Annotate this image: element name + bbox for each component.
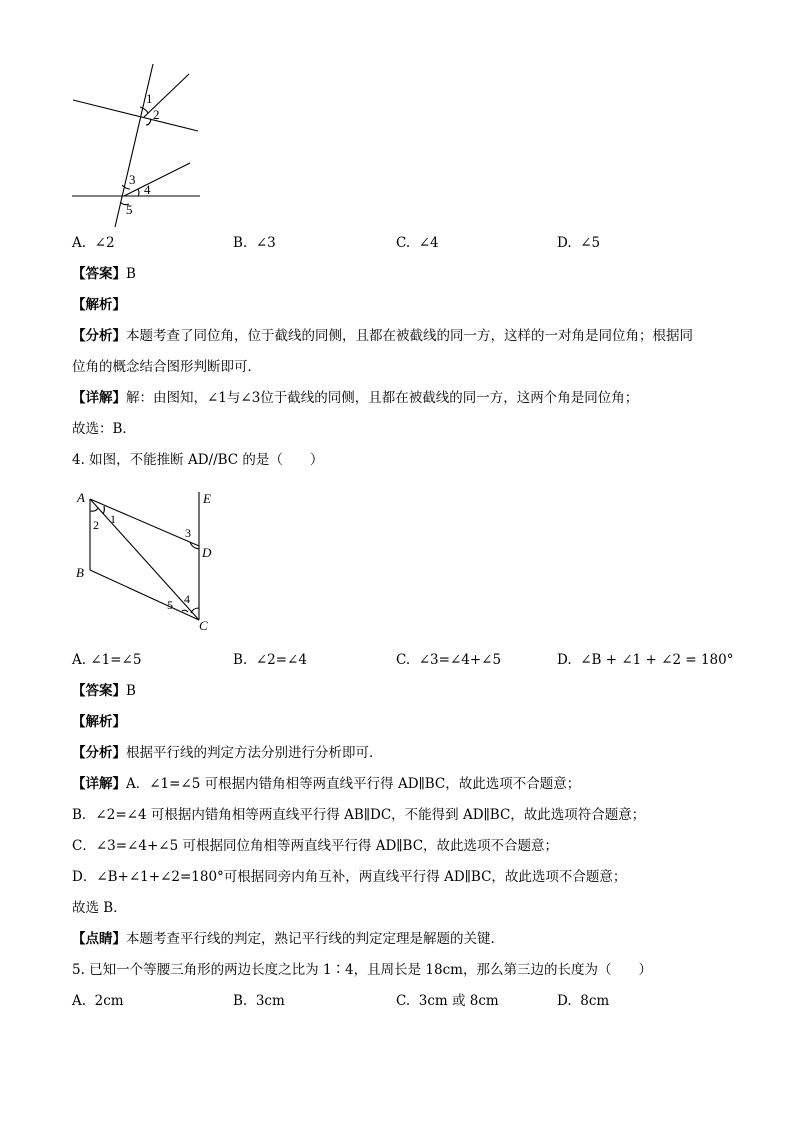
q3-fenxi-line1 <box>72 327 693 345</box>
q4-fenxi <box>72 744 383 762</box>
option-letter: B. <box>233 652 248 668</box>
angle-label-2: 2 <box>93 518 99 532</box>
q5-option-d <box>557 992 609 1010</box>
segment-BC <box>90 570 199 620</box>
fenxi-tag: 【分析】 <box>72 745 126 761</box>
option-text: 2cm <box>94 993 124 1009</box>
angle-label-1: 1 <box>146 91 153 106</box>
option-letter: D. <box>557 993 572 1009</box>
angle-label-5: 5 <box>126 202 133 217</box>
figure-quadrilateral-diagram <box>70 485 230 635</box>
option-text: ∠1=∠5 <box>90 652 142 668</box>
q5-stem: 5. 已知一个等腰三角形的两边长度之比为 1∶4，且周长是 18cm，那么第三边的长度为（ ） <box>72 962 652 978</box>
option-letter: C. <box>396 652 411 668</box>
analysis-tag: 【解析】 <box>72 297 126 313</box>
q4-detail-b: B．∠2=∠4 可根据内错角相等两直线平行得 AB∥DC，不能得到 AD∥BC，故此选项符合题意； <box>72 807 646 823</box>
xiangjie-text: 解：由图知，∠1与∠3位于截线的同侧，且都在被截线的同一方，这两个角是同位角； <box>126 390 639 406</box>
angle-label-4: 4 <box>144 182 151 197</box>
point-label-B: B <box>76 565 84 580</box>
q3-option-d <box>557 234 600 252</box>
q4-dianjing <box>72 930 504 948</box>
q3-conclusion: 故选：B． <box>72 421 136 437</box>
angle-label-4: 4 <box>184 592 190 606</box>
option-letter: A. <box>72 235 87 251</box>
angle-label-5: 5 <box>167 598 173 612</box>
answer-value: B <box>126 683 136 699</box>
fenxi-tag: 【分析】 <box>72 328 126 344</box>
answer-tag: 【答案】 <box>72 266 126 282</box>
q4-option-a <box>72 651 141 669</box>
option-text: ∠3 <box>255 235 276 251</box>
option-text: 3cm <box>255 993 285 1009</box>
option-text: 3cm 或 8cm <box>418 993 499 1009</box>
angle-label-3: 3 <box>129 172 136 187</box>
q3-option-a <box>72 234 115 252</box>
option-letter: C. <box>396 235 411 251</box>
point-label-A: A <box>77 490 85 505</box>
option-text: 8cm <box>580 993 610 1009</box>
q4-answer <box>72 682 136 700</box>
q5-option-a <box>72 992 124 1010</box>
xiangjie-tag: 【详解】 <box>72 390 126 406</box>
point-label-C: C <box>199 618 208 633</box>
answer-tag: 【答案】 <box>72 683 126 699</box>
option-letter: A. <box>72 652 87 668</box>
q4-xiangjie-a <box>72 775 580 793</box>
q5-option-c <box>396 992 499 1010</box>
upper-line <box>73 100 198 131</box>
fenxi-text: 根据平行线的判定方法分别进行分析即可． <box>126 745 383 761</box>
angle-label-3: 3 <box>185 526 191 540</box>
option-letter: B. <box>233 235 248 251</box>
q4-conclusion: 故选 B． <box>72 900 127 916</box>
q3-option-b <box>233 234 276 252</box>
fenxi-text: 本题考查了同位角，位于截线的同侧，且都在被截线的同一方，这样的一对角是同位角；根据同 <box>126 328 693 344</box>
q3-option-c <box>396 234 439 252</box>
point-label-E: E <box>203 491 211 506</box>
q3-analysis-heading <box>72 296 126 314</box>
answer-value: B <box>126 266 136 282</box>
angle-label-2: 2 <box>153 107 160 122</box>
option-text: ∠4 <box>418 235 439 251</box>
q5-option-b <box>233 992 285 1010</box>
angle-label-1: 1 <box>110 512 116 526</box>
option-text: ∠5 <box>580 235 601 251</box>
dianjing-text: 本题考查平行线的判定，熟记平行线的判定定理是解题的关键． <box>126 931 504 947</box>
option-letter: D. <box>557 235 572 251</box>
q4-option-b <box>233 651 307 669</box>
xiangjie-tag: 【详解】 <box>72 776 126 792</box>
dianjing-tag: 【点睛】 <box>72 931 126 947</box>
figure-angles-diagram <box>60 55 220 235</box>
option-text: ∠2=∠4 <box>255 652 307 668</box>
q4-detail-d: D．∠B+∠1+∠2=180°可根据同旁内角互补，两直线平行得 AD∥BC，故此选项不合题意； <box>72 869 627 885</box>
q3-fenxi-line2: 位角的概念结合图形判断即可． <box>72 359 261 375</box>
q4-detail-c: C．∠3=∠4+∠5 可根据同位角相等两直线平行得 AD∥BC，故此选项不合题意； <box>72 838 559 854</box>
option-letter: A. <box>72 993 87 1009</box>
q3-answer <box>72 265 136 283</box>
segment-AD <box>90 499 199 546</box>
q4-option-c <box>396 651 501 669</box>
q4-analysis-heading <box>72 713 126 731</box>
q3-xiangjie <box>72 389 638 407</box>
q4-option-d <box>557 651 733 669</box>
q4-stem: 4. 如图，不能推断 AD//BC 的是（ ） <box>72 452 324 468</box>
option-text: ∠2 <box>94 235 115 251</box>
analysis-tag: 【解析】 <box>72 714 126 730</box>
option-letter: D. <box>557 652 572 668</box>
option-text: ∠3=∠4+∠5 <box>418 652 502 668</box>
detail-text: A．∠1=∠5 可根据内错角相等两直线平行得 AD∥BC，故此选项不合题意； <box>126 776 581 792</box>
option-text: ∠B + ∠1 + ∠2 = 180° <box>580 652 734 668</box>
segment-AC <box>90 499 199 620</box>
option-letter: C. <box>396 993 411 1009</box>
point-label-D: D <box>202 545 212 560</box>
option-letter: B. <box>233 993 248 1009</box>
